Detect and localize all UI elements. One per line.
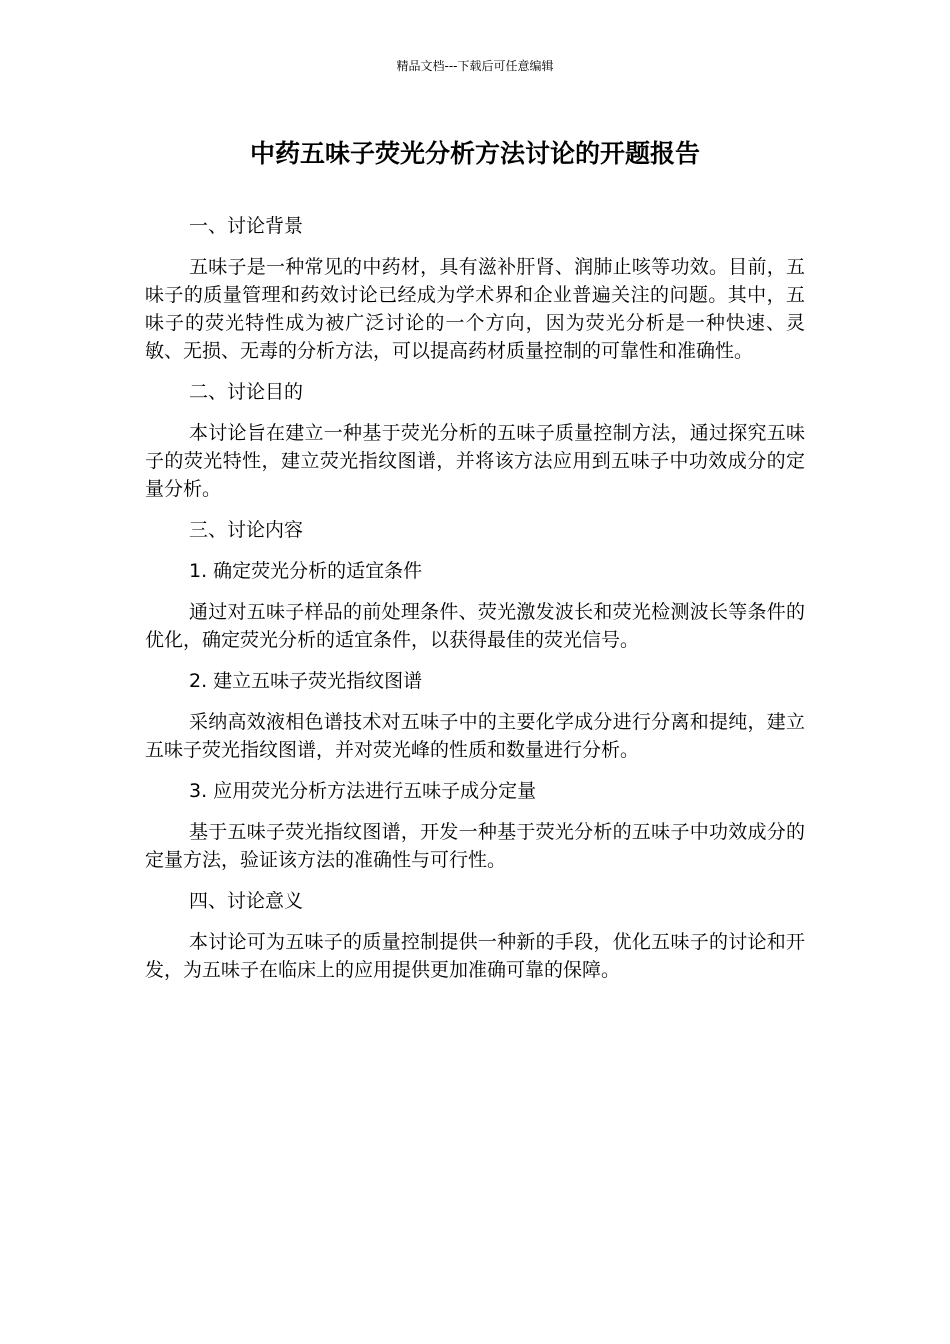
section-heading-purpose: 二、讨论目的 <box>189 381 304 403</box>
subheading-fingerprint: 2. 建立五味子荧光指纹图谱 <box>189 670 423 692</box>
section-heading-significance: 四、讨论意义 <box>189 890 304 912</box>
section-heading-background: 一、讨论背景 <box>189 215 304 237</box>
document-body <box>145 212 805 997</box>
subheading-quantification: 3. 应用荧光分析方法进行五味子成分定量 <box>189 780 537 802</box>
subheading-conditions: 1. 确定荧光分析的适宜条件 <box>189 560 423 582</box>
paragraph-quantification: 基于五味子荧光指纹图谱，开发一种基于荧光分析的五味子中功效成分的定量方法，验证该方法的准确性与可行性。 <box>145 821 805 871</box>
paragraph-background: 五味子是一种常见的中药材，具有滋补肝肾、润肺止咳等功效。目前，五味子的质量管理和药效讨论已经成为学术界和企业普遍关注的问题。其中，五味子的荧光特性成为被广泛讨论的一个方向，因为荧光分析是一种快速、灵敏、无损、无毒的分析方法，可以提高药材质量控制的可靠性和准确性。 <box>145 256 805 362</box>
document-title: 中药五味子荧光分析方法讨论的开题报告 <box>249 139 700 168</box>
paragraph-conditions: 通过对五味子样品的前处理条件、荧光激发波长和荧光检测波长等条件的优化，确定荧光分析的适宜条件，以获得最佳的荧光信号。 <box>145 601 805 651</box>
paragraph-purpose: 本讨论旨在建立一种基于荧光分析的五味子质量控制方法，通过探究五味子的荧光特性，建立荧光指纹图谱，并将该方法应用到五味子中功效成分的定量分析。 <box>145 422 805 500</box>
section-heading-content: 三、讨论内容 <box>189 519 304 541</box>
header-note: 精品文档---下载后可任意编辑 <box>396 59 554 73</box>
paragraph-significance: 本讨论可为五味子的质量控制提供一种新的手段，优化五味子的讨论和开发，为五味子在临床上的应用提供更加准确可靠的保障。 <box>145 931 805 981</box>
paragraph-fingerprint: 采纳高效液相色谱技术对五味子中的主要化学成分进行分离和提纯，建立五味子荧光指纹图谱，并对荧光峰的性质和数量进行分析。 <box>145 711 805 761</box>
